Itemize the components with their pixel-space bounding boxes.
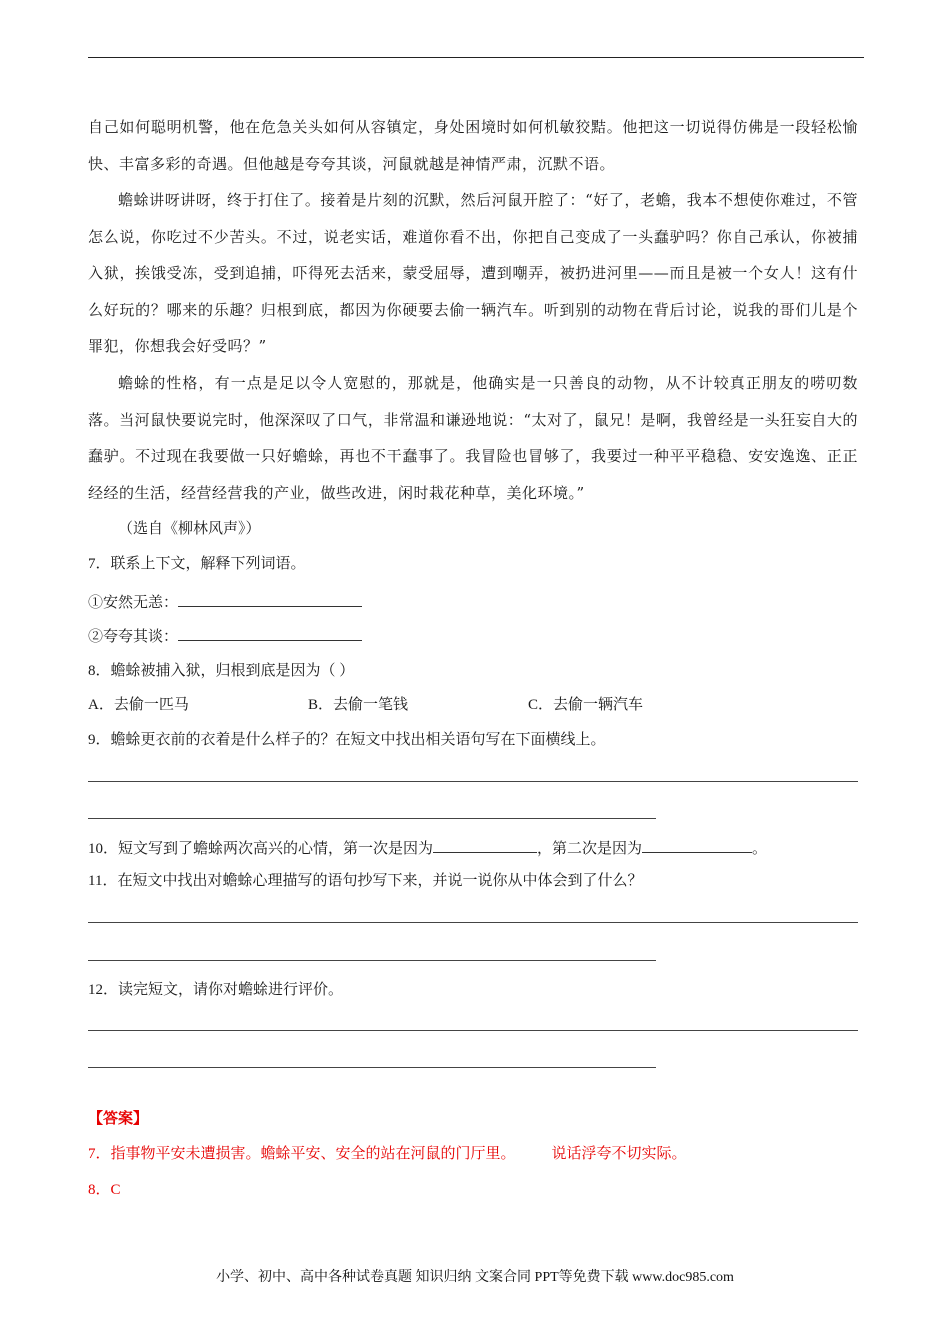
- answer-blank-10b[interactable]: [642, 836, 752, 853]
- passage-paragraph-3: 蟾蜍的性格，有一点是足以令人宽慰的，那就是，他确实是一只善良的动物，从不计较真正朋友的唠叨数落。当河鼠快要说完时，他深深叹了口气，非常温和谦逊地说：“太对了，鼠兄！是啊，我曾经是一头狂妄自大的蠢驴。不过现在我要做一只好蟾蜍，再也不干蠢事了。我冒险也冒够了，我要过一种平平稳稳、安安逸逸、正正经经的生活，经营经营我的产业，做些改进，闲时栽花种草，美化环境。”: [88, 374, 858, 502]
- question-8-option-a: A．去偷一匹马: [88, 697, 189, 713]
- question-8-option-b: B．去偷一笔钱: [308, 697, 409, 713]
- answer-7-part1: 7．指事物平安未遭损害。蟾蜍平安、安全的站在河鼠的门厅里。: [88, 1146, 516, 1162]
- question-7a-label: ①安然无恙：: [88, 595, 179, 611]
- question-9: 9．蟾蜍更衣前的衣着是什么样子的？在短文中找出相关语句写在下面横线上。: [88, 732, 606, 748]
- answer-8: 8．C: [88, 1182, 121, 1198]
- question-8: 8．蟾蜍被捕入狱，归根到底是因为（ ）: [88, 663, 355, 679]
- passage-paragraph-2: 蟾蜍讲呀讲呀，终于打住了。接着是片刻的沉默，然后河鼠开腔了：“好了，老蟾，我本不想使你难过，不管怎么说，你吃过不少苦头。不过，说老实话，难道你看不出，你把自己变成了一头蠢驴吗？你自己承认，你被捕入狱，挨饿受冻，受到追捕，吓得死去活来，蒙受屈辱，遭到嘲弄，被扔进河里——而且是被一个女人！这有什么好玩的？哪来的乐趣？归根到底，都因为你硬要去偷一辆汽车。听到别的动物在背后讨论，说我的哥们儿是个罪犯，你想我会好受吗？”: [88, 191, 858, 355]
- page-footer: 小学、初中、高中各种试卷真题 知识归纳 文案合同 PPT等免费下载 www.doc985.com: [216, 1270, 734, 1285]
- question-7a: [88, 590, 362, 614]
- answer-7: [88, 1143, 687, 1165]
- answer-blank-7b[interactable]: [178, 624, 362, 641]
- question-7: 7．联系上下文，解释下列词语。: [88, 556, 306, 572]
- question-7b: [88, 624, 362, 648]
- answer-line-12a[interactable]: [88, 1030, 858, 1031]
- answer-line-11b[interactable]: [88, 960, 656, 961]
- passage-paragraph-1: 自己如何聪明机警，他在危急关头如何从容镇定，身处困境时如何机敏狡黠。他把这一切说得仿佛是一段轻松愉快、丰富多彩的奇遇。但他越是夸夸其谈，河鼠就越是神情严肃，沉默不语。: [88, 118, 858, 173]
- header-rule: [88, 57, 864, 58]
- question-10-part2: ，第二次是因为: [537, 841, 643, 857]
- answer-line-11a[interactable]: [88, 922, 858, 923]
- answer-blank-7a[interactable]: [178, 590, 362, 607]
- answer-header: 【答案】: [88, 1111, 149, 1127]
- passage-source: （选自《柳林风声》）: [118, 521, 261, 537]
- question-10-part1: 10．短文写到了蟾蜍两次高兴的心情，第一次是因为: [88, 841, 434, 857]
- answer-line-9b[interactable]: [88, 818, 656, 819]
- question-11: 11．在短文中找出对蟾蜍心理描写的语句抄写下来，并说一说你从中体会到了什么？: [88, 873, 643, 889]
- question-12: 12．读完短文，请你对蟾蜍进行评价。: [88, 982, 344, 998]
- question-7b-label: ②夸夸其谈：: [88, 629, 179, 645]
- question-10-part3: 。: [752, 841, 768, 857]
- answer-7-part2: 说话浮夸不切实际。: [551, 1146, 687, 1162]
- question-8-option-c: C．去偷一辆汽车: [528, 697, 644, 713]
- question-10: [88, 836, 767, 860]
- answer-line-9a[interactable]: [88, 781, 858, 782]
- answer-blank-10a[interactable]: [433, 836, 537, 853]
- answer-line-12b[interactable]: [88, 1067, 656, 1068]
